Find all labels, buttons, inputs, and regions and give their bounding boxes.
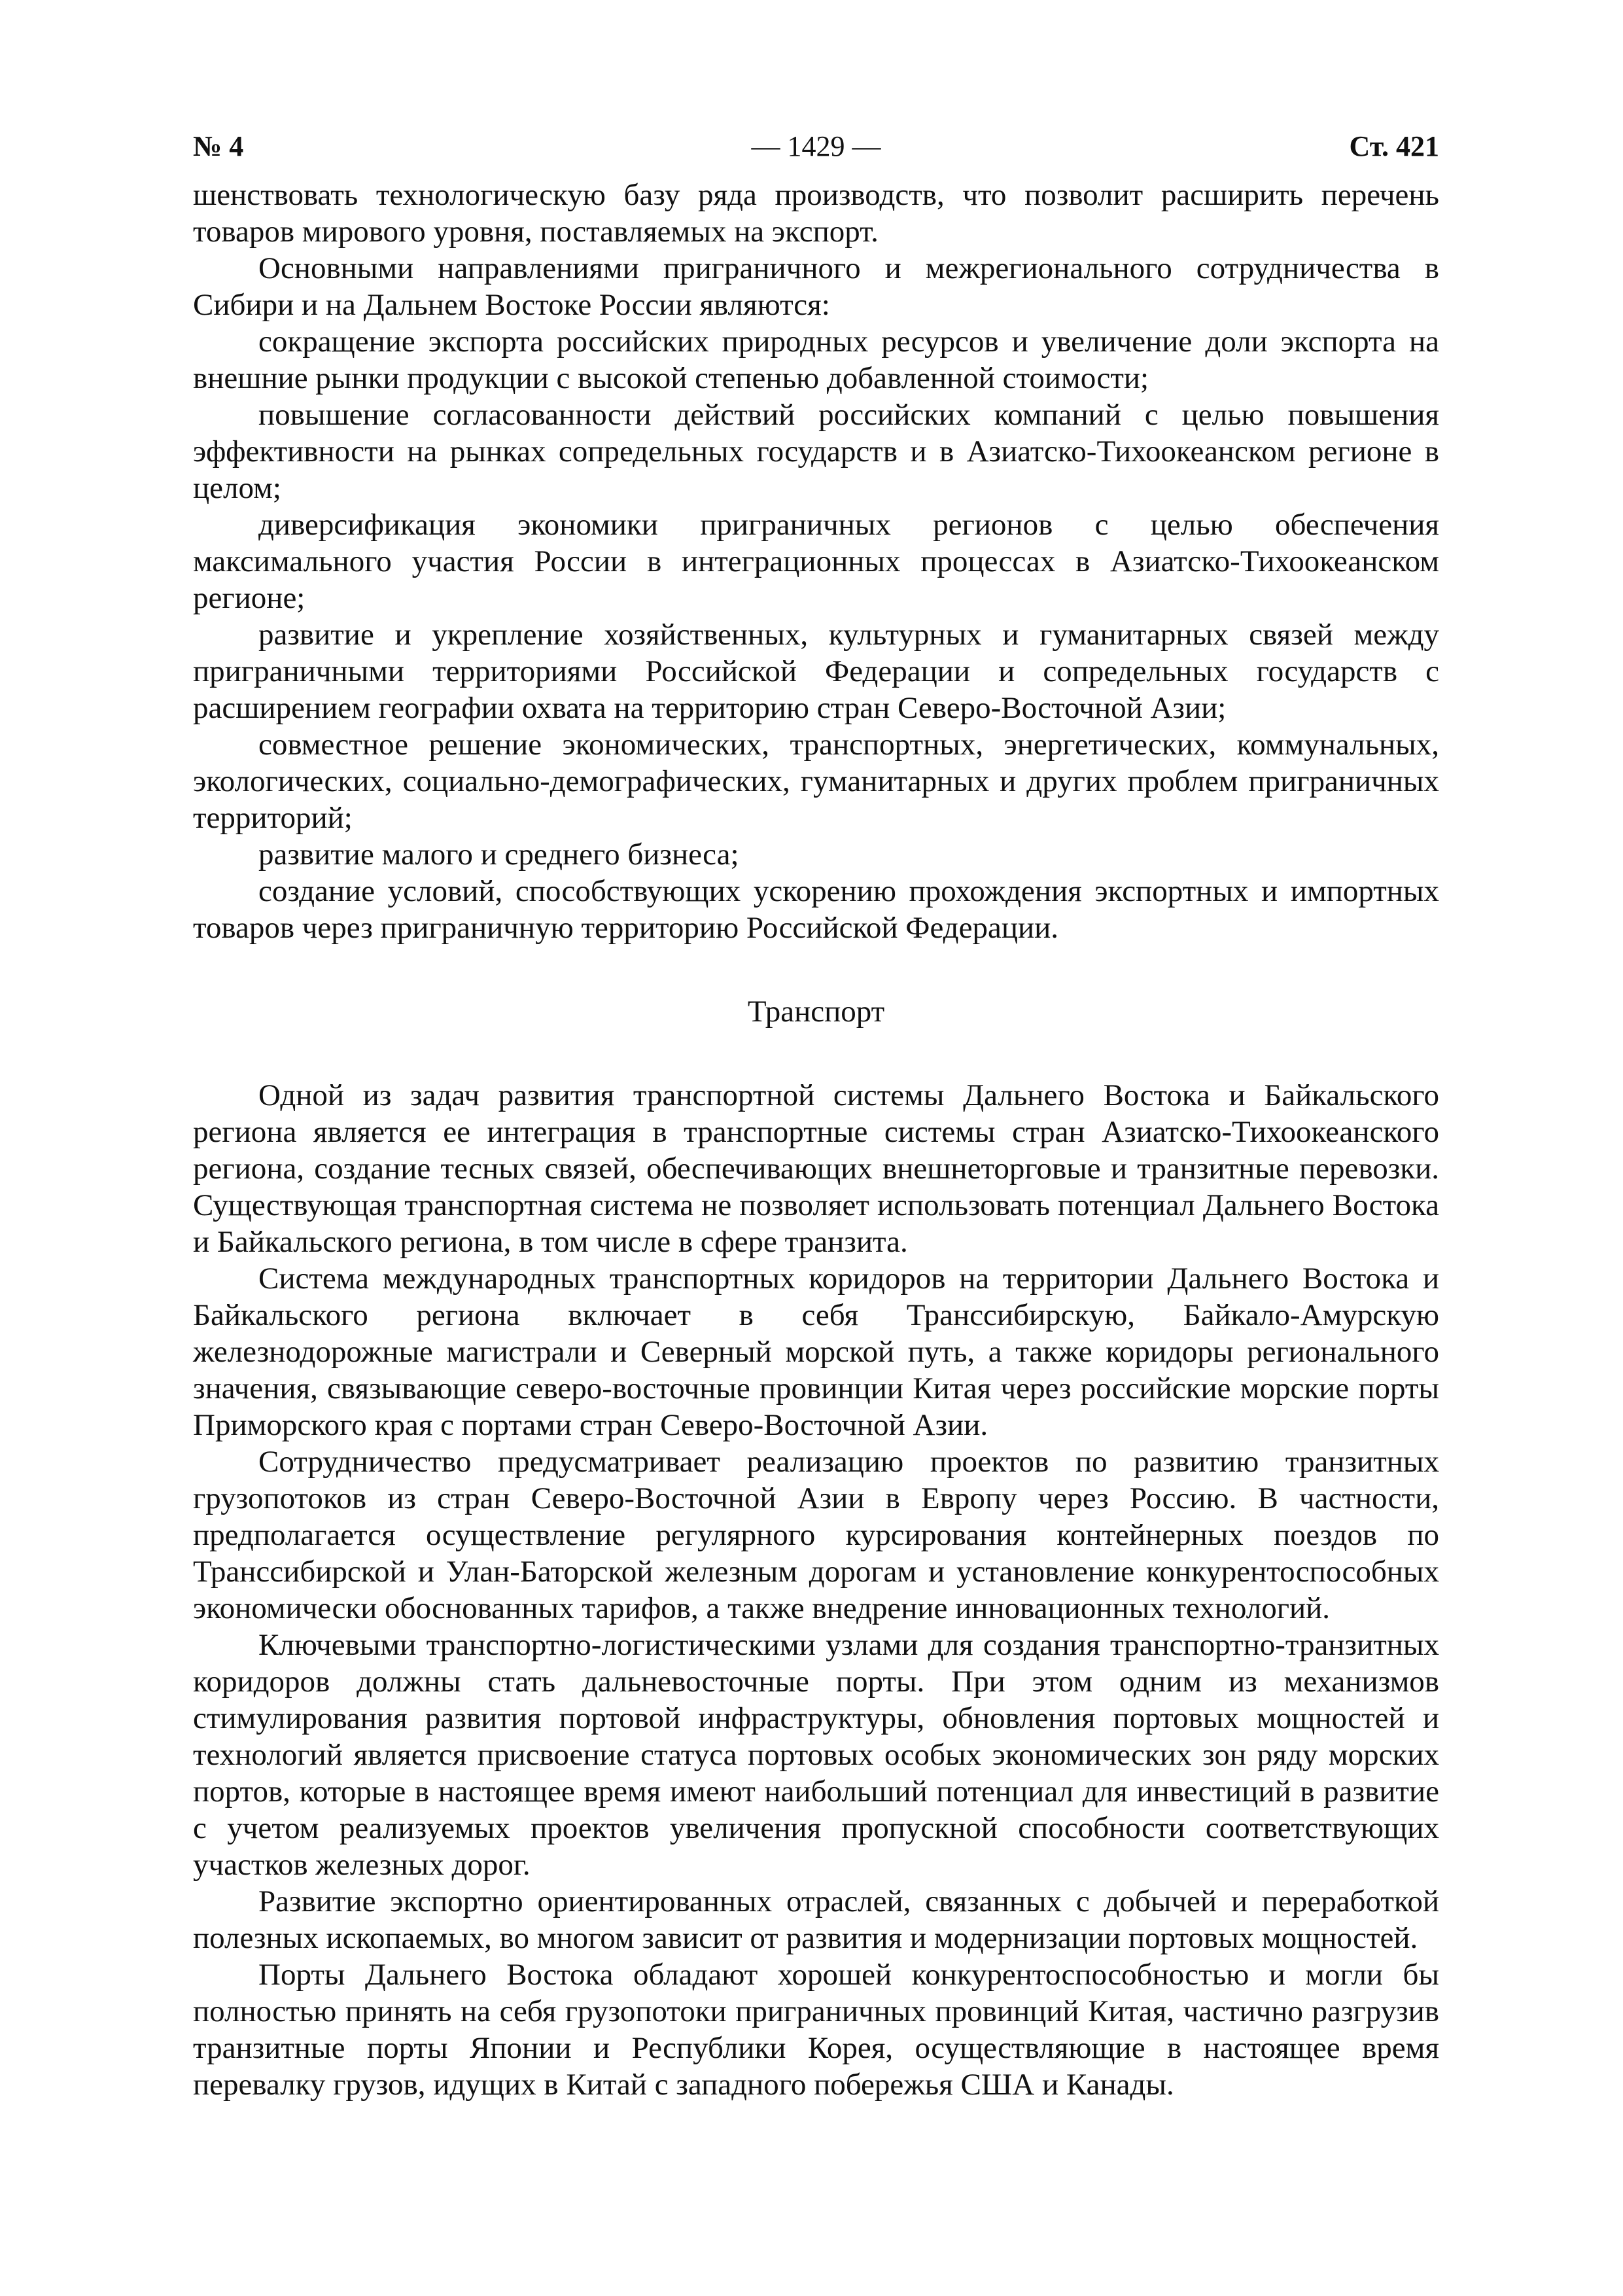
paragraph: Ключевыми транспортно-логистическими узлами для создания транспортно-транзитных коридоров должны стать дальневосточные порты. При этом одним из механизмов стимулирования развития портовой инфраструктуры, обновления портовых мощностей и технологий является присвоение статуса портовых особых экономических зон ряду морских портов, которые в настоящее время имеют наибольший потенциал для инвестиций в развитие с учетом реализуемых проектов увеличения пропускной способности соответствующих участков железных дорог.	[193, 1628, 1439, 1882]
running-header	[193, 130, 1439, 171]
list-item: развитие и укрепление хозяйственных, культурных и гуманитарных связей между приграничными территориями Российской Федерации и сопредельных государств с расширением географии охвата на территорию стран Северо-Восточной Азии;	[193, 618, 1439, 725]
issue-number: № 4	[193, 130, 244, 162]
paragraph: Основными направлениями приграничного и межрегионального сотрудничества в Сибири и на Дальнем Востоке России являются:	[193, 251, 1439, 322]
paragraph: Развитие экспортно ориентированных отраслей, связанных с добычей и переработкой полезных ископаемых, во многом зависит от развития и модернизации портовых мощностей.	[193, 1884, 1439, 1955]
paragraph: Сотрудничество предусматривает реализацию проектов по развитию транзитных грузопотоков из стран Северо-Восточной Азии в Европу через Россию. В частности, предполагается осуществление регулярного курсирования контейнерных поездов по Транссибирской и Улан-Баторской железным дорогам и установление конкурентоспособных экономически обоснованных тарифов, а также внедрение инновационных технологий.	[193, 1445, 1439, 1625]
list-item: развитие малого и среднего бизнеса;	[258, 838, 739, 872]
list-item: диверсификация экономики приграничных регионов с целью обеспечения максимального участия России в интеграционных процессах в Азиатско-Тихоокеанском регионе;	[193, 508, 1439, 615]
list-item: создание условий, способствующих ускорению прохождения экспортных и импортных товаров через приграничную территорию Российской Федерации.	[193, 874, 1439, 945]
paragraph: Система международных транспортных коридоров на территории Дальнего Востока и Байкальского региона включает в себя Транссибирскую, Байкало-Амурскую железнодорожные магистрали и Северный морской путь, а также коридоры регионального значения, связывающие северо-восточные провинции Китая через российские морские порты Приморского края с портами стран Северо-Восточной Азии.	[193, 1262, 1439, 1442]
article-number: Ст. 421	[1349, 130, 1439, 162]
paragraph: шенствовать технологическую базу ряда производств, что позволит расширить перечень товаров мирового уровня, поставляемых на экспорт.	[193, 178, 1439, 249]
document-body	[193, 177, 1439, 2103]
page-number: — 1429 —	[751, 130, 881, 162]
list-item: повышение согласованности действий российских компаний с целью повышения эффективности на рынках сопредельных государств и в Азиатско-Тихоокеанском регионе в целом;	[193, 398, 1439, 505]
section-heading: Транспорт	[747, 995, 885, 1029]
paragraph: Порты Дальнего Востока обладают хорошей конкурентоспособностью и могли бы полностью принять на себя грузопотоки приграничных провинций Китая, частично разгрузив транзитные порты Японии и Республики Корея, осуществляющие в настоящее время перевалку грузов, идущих в Китай с западного побережья США и Канады.	[193, 1958, 1439, 2102]
paragraph: Одной из задач развития транспортной системы Дальнего Востока и Байкальского региона является ее интеграция в транспортные системы стран Азиатско-Тихоокеанского региона, создание тесных связей, обеспечивающих внешнеторговые и транзитные перевозки. Существующая транспортная система не позволяет использовать потенциал Дальнего Востока и Байкальского региона, в том числе в сфере транзита.	[193, 1078, 1439, 1259]
list-item: сокращение экспорта российских природных ресурсов и увеличение доли экспорта на внешние рынки продукции с высокой степенью добавленной стоимости;	[193, 325, 1439, 395]
list-item: совместное решение экономических, транспортных, энергетических, коммунальных, экологических, социально-демографических, гуманитарных и других проблем приграничных территорий;	[193, 728, 1439, 835]
